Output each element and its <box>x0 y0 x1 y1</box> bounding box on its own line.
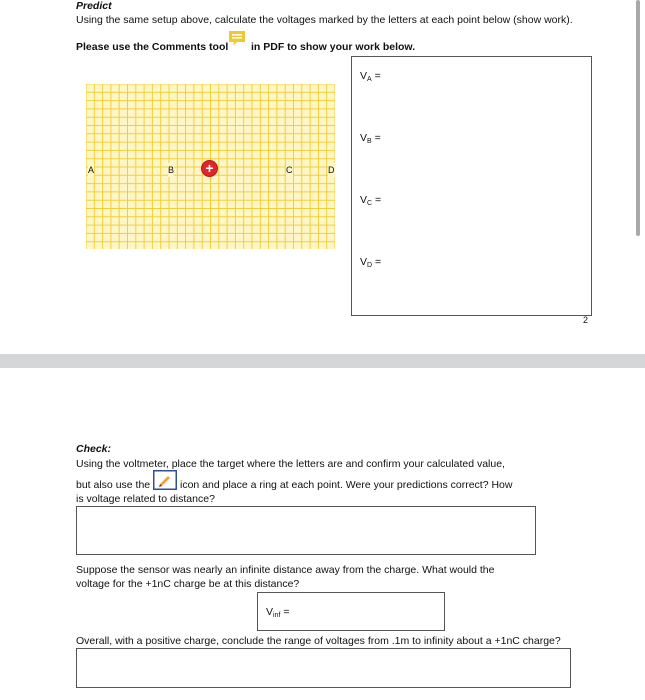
point-d-label: D <box>328 165 335 175</box>
predict-instruction: Using the same setup above, calculate the voltages marked by the letters at each point below (show work). <box>76 14 573 26</box>
comments-tool-prefix: Please use the Comments tool <box>76 41 229 53</box>
page-divider <box>0 354 645 368</box>
check-heading: Check: <box>76 443 112 455</box>
overall-question: Overall, with a positive charge, conclude the range of voltages from .1m to infinity about a +1nC charge? <box>76 635 561 647</box>
comment-icon[interactable] <box>228 30 246 48</box>
comments-tool-suffix: in PDF to show your work below. <box>251 41 416 53</box>
overall-answer-box[interactable] <box>76 648 571 688</box>
vd-field: $V_D$ = <box>360 256 382 269</box>
vinf-field: $V_{inf}$ = <box>266 606 290 619</box>
check-line-2-suffix: icon and place a ring at each point. Were your predictions correct? How <box>180 479 513 491</box>
vb-field: $V_B$ = <box>360 132 381 145</box>
charge-grid <box>86 84 335 249</box>
check-answer-box[interactable] <box>76 506 536 555</box>
check-line-1: Using the voltmeter, place the target where the letters are and confirm your calculated value, <box>76 458 505 470</box>
point-b-label: B <box>168 165 175 175</box>
predict-heading: Predict <box>76 0 112 12</box>
answers-box[interactable] <box>351 56 592 316</box>
infinite-line-2: voltage for the +1nC charge be at this distance? <box>76 578 300 590</box>
charge-symbol: + <box>205 160 214 176</box>
check-line-2-prefix: but also use the <box>76 479 151 491</box>
va-field: $V_A$ = <box>360 70 381 83</box>
vinf-box[interactable] <box>257 592 445 631</box>
point-a-label: A <box>88 165 95 175</box>
point-c-label: C <box>286 165 293 175</box>
scrollbar[interactable] <box>636 0 640 236</box>
positive-charge-icon <box>202 161 217 176</box>
pencil-icon[interactable] <box>153 470 177 490</box>
check-line-3: is voltage related to distance? <box>76 493 215 505</box>
page-number: 2 <box>583 315 589 325</box>
vc-field: $V_C$ = <box>360 194 382 207</box>
infinite-line-1: Suppose the sensor was nearly an infinite distance away from the charge. What would the <box>76 564 495 576</box>
